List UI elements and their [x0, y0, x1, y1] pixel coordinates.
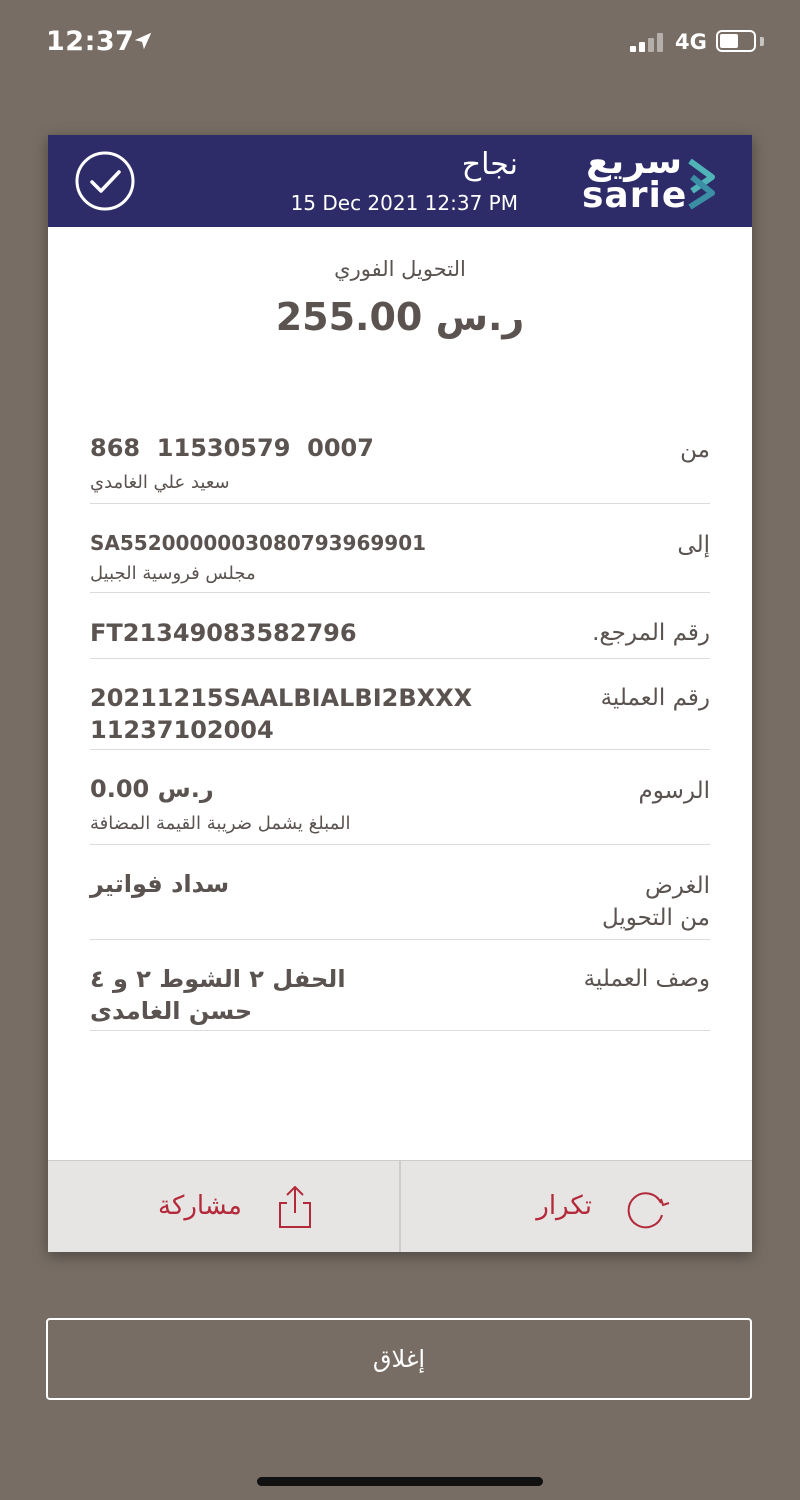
detail-row-from	[90, 432, 710, 504]
transfer-amount: 255.00 ر.س	[275, 295, 525, 339]
reference-number: FT21349083582796	[90, 619, 357, 647]
repeat-icon	[623, 1183, 673, 1233]
purpose-value: سداد فواتير	[90, 870, 230, 898]
home-indicator	[257, 1477, 543, 1486]
purpose-label-line2: من التحويل	[601, 905, 710, 931]
status-bar	[0, 0, 800, 84]
to-name: مجلس فروسية الجبيل	[90, 563, 256, 584]
description-label: وصف العملية	[583, 966, 710, 992]
reference-label: رقم المرجع.	[592, 620, 710, 646]
to-label: إلى	[677, 532, 710, 558]
purpose-label-line1: الغرض	[645, 873, 710, 899]
transaction-number-label: رقم العملية	[600, 685, 710, 711]
transaction-datetime: 15 Dec 2021 12:37 PM	[290, 191, 518, 215]
transaction-number-line2: 11237102004	[90, 716, 274, 744]
fees-label: الرسوم	[638, 778, 710, 804]
check-circle-icon	[74, 150, 136, 212]
sarie-logo	[580, 141, 720, 216]
description-line1: الحفل ٢ الشوط ٢ و ٤	[90, 965, 346, 993]
network-type: 4G	[675, 30, 707, 54]
card-header	[48, 135, 752, 227]
detail-row-to	[90, 527, 710, 593]
location-arrow-icon	[132, 30, 154, 52]
logo-mark-icon	[684, 157, 720, 211]
detail-row-reference	[90, 617, 710, 659]
battery-icon	[716, 30, 756, 52]
repeat-label: تكرار	[536, 1191, 592, 1221]
fees-vat-note: المبلغ يشمل ضريبة القيمة المضافة	[90, 813, 351, 834]
status-time: 12:37	[46, 26, 135, 57]
signal-icon	[630, 32, 668, 52]
receipt-card	[48, 135, 752, 1252]
to-iban: SA5520000003080793969901	[90, 531, 427, 555]
battery-tip	[760, 37, 764, 46]
action-bar	[48, 1160, 752, 1252]
detail-row-description	[90, 963, 710, 1031]
detail-row-transaction-number	[90, 682, 710, 750]
close-button[interactable]: إغلاق	[46, 1318, 752, 1400]
from-name: سعيد علي الغامدي	[90, 472, 230, 493]
transaction-number-line1: 20211215SAALBIALBI2BXXX	[90, 684, 473, 712]
repeat-button[interactable]	[399, 1161, 752, 1252]
share-button[interactable]	[48, 1161, 399, 1252]
detail-row-purpose	[90, 868, 710, 940]
transfer-type: التحويل الفوري	[334, 257, 466, 281]
fees-amount: 0.00 ر.س	[90, 775, 214, 803]
from-account: 868 11530579 0007	[90, 434, 374, 462]
detail-row-fees	[90, 773, 710, 845]
logo-text-en: sarie	[582, 175, 688, 216]
logo-text-ar: سريع	[586, 141, 682, 182]
share-label: مشاركة	[158, 1191, 242, 1221]
share-icon	[270, 1183, 320, 1233]
description-line2: حسن الغامدى	[90, 997, 253, 1025]
status-title: نجاح	[461, 147, 518, 182]
from-label: من	[680, 437, 710, 463]
